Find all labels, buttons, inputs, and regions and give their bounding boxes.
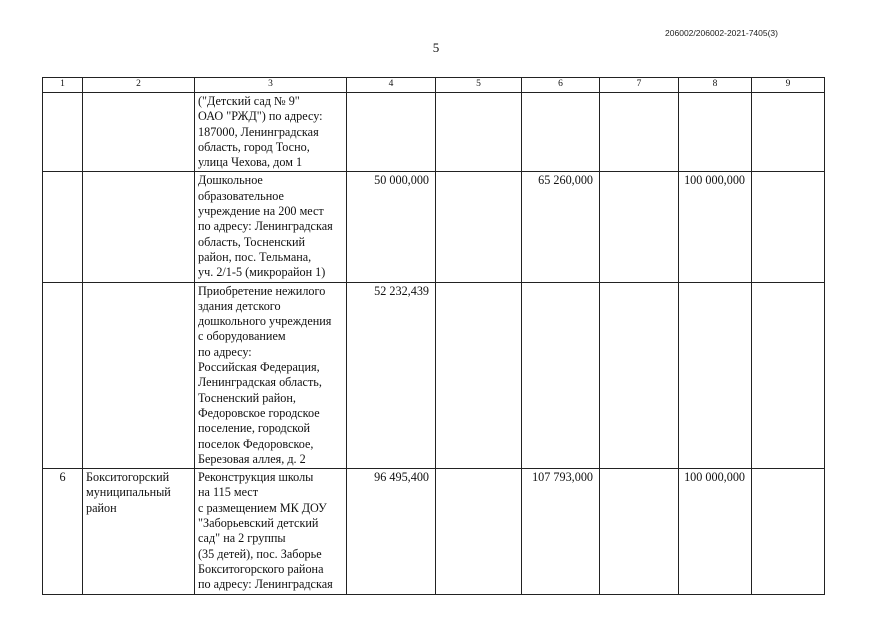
district-cell: Бокситогорский муниципальный район (83, 469, 195, 594)
object-description-cell: Приобретение нежилого здания детского дошкольного учреждения с оборудованием по адресу: Российская Федерация, Ленинградская область, Тосненский район, Федоровское городское поселение, городской поселок Федоровское, Березовая аллея, д. 2 (195, 282, 347, 469)
row-number-cell (43, 282, 83, 469)
funding-table (42, 77, 825, 595)
table-header-row (43, 78, 825, 93)
amount-col7-cell (600, 93, 679, 172)
document-id: 206002/206002-2021-7405(3) (665, 28, 778, 38)
amount-col7-cell (600, 172, 679, 282)
amount-col6-cell: 107 793,000 (522, 469, 600, 594)
amount-col7-cell (600, 469, 679, 594)
amount-col8-cell (679, 93, 752, 172)
amount-col7-cell (600, 282, 679, 469)
object-description-cell: ("Детский сад № 9" ОАО "РЖД") по адресу: 187000, Ленинградская область, город Тосно, улица Чехова, дом 1 (195, 93, 347, 172)
amount-col9-cell (752, 93, 825, 172)
table-row (43, 469, 825, 594)
table-row (43, 172, 825, 282)
column-header: 7 (600, 78, 679, 93)
column-header: 1 (43, 78, 83, 93)
object-description-cell: Реконструкция школы на 115 мест с размещением МК ДОУ "Заборьевский детский сад" на 2 группы (35 детей), пос. Заборье Бокситогорского района по адресу: Ленинградская (195, 469, 347, 594)
column-header: 3 (195, 78, 347, 93)
table-row (43, 93, 825, 172)
table-row (43, 282, 825, 469)
object-description-cell: Дошкольное образовательное учреждение на 200 мест по адресу: Ленинградская область, Тосненский район, пос. Тельмана, уч. 2/1-5 (микрорайон 1) (195, 172, 347, 282)
amount-col5-cell (436, 469, 522, 594)
amount-col9-cell (752, 282, 825, 469)
amount-col4-cell: 50 000,000 (347, 172, 436, 282)
district-cell (83, 172, 195, 282)
amount-col4-cell: 96 495,400 (347, 469, 436, 594)
row-number-cell (43, 93, 83, 172)
amount-col5-cell (436, 172, 522, 282)
amount-col4-cell: 52 232,439 (347, 282, 436, 469)
amount-col5-cell (436, 282, 522, 469)
column-header: 5 (436, 78, 522, 93)
amount-col6-cell (522, 282, 600, 469)
amount-col8-cell: 100 000,000 (679, 172, 752, 282)
row-number-cell: 6 (43, 469, 83, 594)
column-header: 6 (522, 78, 600, 93)
district-cell (83, 93, 195, 172)
amount-col6-cell: 65 260,000 (522, 172, 600, 282)
amount-col8-cell (679, 282, 752, 469)
row-number-cell (43, 172, 83, 282)
column-header: 4 (347, 78, 436, 93)
column-header: 8 (679, 78, 752, 93)
amount-col8-cell: 100 000,000 (679, 469, 752, 594)
column-header: 2 (83, 78, 195, 93)
amount-col6-cell (522, 93, 600, 172)
amount-col5-cell (436, 93, 522, 172)
amount-col9-cell (752, 469, 825, 594)
district-cell (83, 282, 195, 469)
amount-col4-cell (347, 93, 436, 172)
column-header: 9 (752, 78, 825, 93)
page-number: 5 (432, 40, 440, 55)
amount-col9-cell (752, 172, 825, 282)
